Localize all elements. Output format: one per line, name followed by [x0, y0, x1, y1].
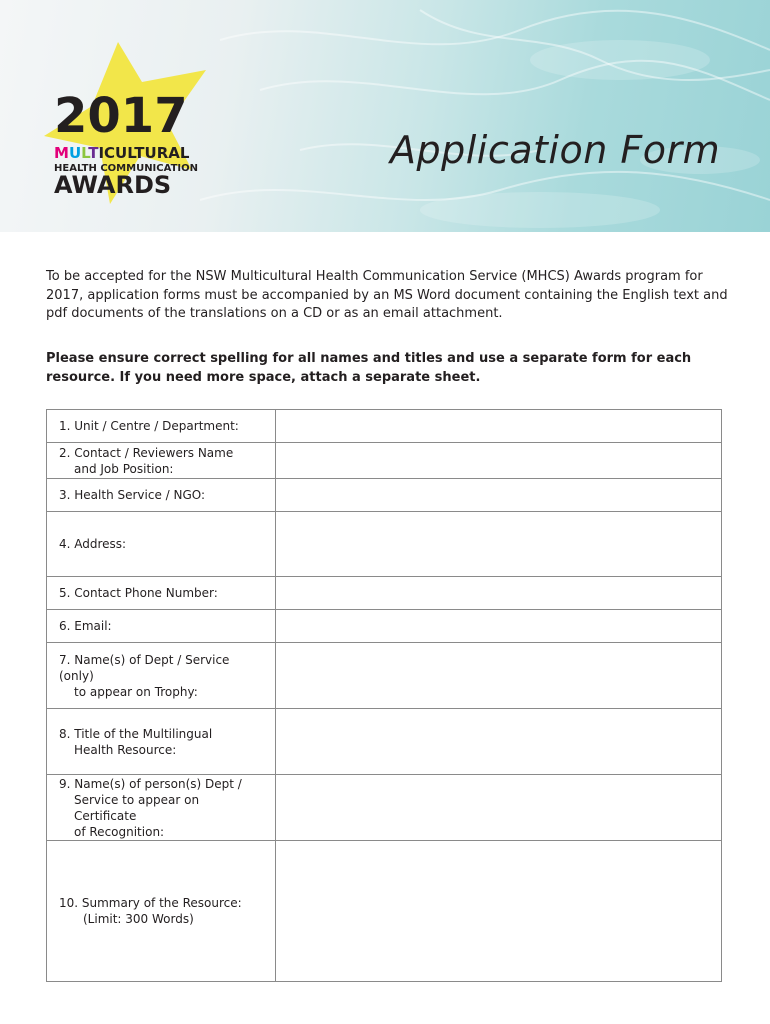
- unit-centre-department-input[interactable]: [276, 410, 722, 443]
- form-row: [47, 610, 722, 643]
- address-input[interactable]: [276, 512, 722, 577]
- form-row: [47, 709, 722, 775]
- logo-line2: HEALTH COMMUNICATION: [54, 163, 198, 174]
- application-form-table: [46, 409, 722, 982]
- field-label: 2. Contact / Reviewers Name and Job Position:: [47, 443, 276, 479]
- health-service-ngo-input[interactable]: [276, 479, 722, 512]
- logo-letter: M: [54, 144, 69, 162]
- contact-name-position-input[interactable]: [276, 443, 722, 479]
- logo-year: 2017: [54, 88, 188, 144]
- field-label: 5. Contact Phone Number:: [47, 577, 276, 610]
- field-label: 1. Unit / Centre / Department:: [47, 410, 276, 443]
- form-row: [47, 577, 722, 610]
- form-row: [47, 643, 722, 709]
- form-row: [47, 479, 722, 512]
- field-label: 8. Title of the Multilingual Health Resource:: [47, 709, 276, 775]
- logo-letter: L: [81, 144, 89, 162]
- logo-letter: T: [88, 144, 99, 162]
- resource-summary-input[interactable]: [276, 841, 722, 982]
- field-label: 4. Address:: [47, 512, 276, 577]
- field-label: 3. Health Service / NGO:: [47, 479, 276, 512]
- resource-title-input[interactable]: [276, 709, 722, 775]
- form-row: [47, 841, 722, 982]
- form-row: [47, 512, 722, 577]
- field-label: 9. Name(s) of person(s) Dept / Service to appear on Certificate of Recognition:: [47, 775, 276, 841]
- logo-line3: AWARDS: [54, 171, 172, 199]
- page-title: Application Form: [390, 128, 721, 172]
- awards-logo: [40, 40, 220, 210]
- logo-line1: [54, 144, 190, 162]
- field-label: 10. Summary of the Resource: (Limit: 300 Words): [47, 841, 276, 982]
- intro-paragraph: To be accepted for the NSW Multicultural Health Communication Service (MHCS) Awards program for 2017, application forms must be accompanied by an MS Word document containing the English text and pdf documents of the translations on a CD or as an email attachment.: [46, 269, 728, 321]
- logo-letter: U: [68, 144, 82, 162]
- email-input[interactable]: [276, 610, 722, 643]
- contact-phone-input[interactable]: [276, 577, 722, 610]
- form-row: [47, 410, 722, 443]
- instructions-notice: Please ensure correct spelling for all names and titles and use a separate form for each resource. If you need more space, attach a separate sheet.: [46, 351, 692, 385]
- certificate-names-input[interactable]: [276, 775, 722, 841]
- logo-line1-rest: ICULTURAL: [98, 144, 190, 162]
- form-row: [47, 443, 722, 479]
- form-row: [47, 775, 722, 841]
- trophy-names-input[interactable]: [276, 643, 722, 709]
- field-label: 6. Email:: [47, 610, 276, 643]
- header-banner: [0, 0, 770, 232]
- field-label: 7. Name(s) of Dept / Service (only) to appear on Trophy:: [47, 643, 276, 709]
